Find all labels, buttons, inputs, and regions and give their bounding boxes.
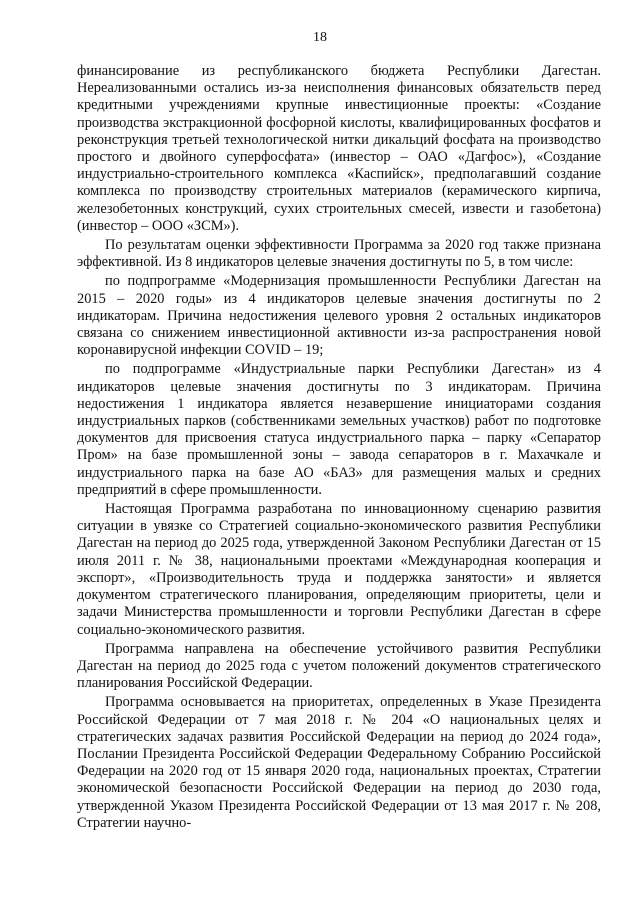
page-number: 18 xyxy=(313,30,327,45)
paragraph-program-priorities: Программа основывается на приоритетах, определенных в Указе Президента Российской Федерации от 7 мая 2018 г. № 204 «О национальных целях и стратегических задачах развития Российской Федерации на период до 2024 года», Послании Президента Российской Федерации Федеральному Собранию Российской Федерации на 2020 год от 15 января 2020 года, национальных проектах, Стратегии экономической безопасности Российской Федерации на период до 2030 года, утвержденной Указом Президента Российской Федерации от 13 мая 2017 г. № 208, Стратегии научно- xyxy=(77,694,601,831)
paragraph-subprogram-industrial-parks: по подпрограмме «Индустриальные парки Республики Дагестан» из 4 индикаторов целевые значения достигнуты по 3 индикаторам. Причина недостижения 1 индикатора является незавершение инициаторами создания индустриальных парков (собственниками земельных участков) работ по подготовке документов для присвоения статуса индустриального парка – парку «Сепаратор Пром» на базе промышленной зоны – завода сепараторов в г. Махачкале и индустриального парка на базе АО «БАЗ» для размещения малых и средних предприятий в сфере промышленности. xyxy=(77,361,601,498)
paragraph-program-purpose: Программа направлена на обеспечение устойчивого развития Республики Дагестан на период до 2025 года с учетом положений документов стратегического планирования Российской Федерации. xyxy=(77,640,601,692)
paragraph-efficiency-2020: По результатам оценки эффективности Программа за 2020 год также признана эффективной. Из 8 индикаторов целевые значения достигнуты по 5, в том числе: xyxy=(77,237,601,271)
paragraph-continuation: финансирование из республиканского бюджета Республики Дагестан. Нереализованными остались из-за неисполнения финансовых обязательств перед кредитными учреждениями крупные инвестиционные проекты: «Создание производства экстракционной фосфорной кислоты, квалифицированных фосфатов и реконструкция третьей технологической нитки дикальций фосфата на производство простого и двойного суперфосфата» (инвестор – ОАО «Дагфос»), «Создание индустриально-строительного комплекса «Каспийск», предполагавший создание комплекса по производству строительных материалов (керамического кирпича, железобетонных конструкций, сухих строительных смесей, извести и газобетона) (инвестор – ООО «ЗСМ»). xyxy=(77,63,601,234)
paragraph-subprogram-modernization: по подпрограмме «Модернизация промышленности Республики Дагестан на 2015 – 2020 годы» из 4 индикаторов целевые значения достигнуты по 2 индикаторам. Причина недостижения целевого уровня 2 остальных индикаторов связана со снижением инвестиционной активности из-за распространения новой коронавирусной инфекции COVID – 19; xyxy=(77,273,601,359)
paragraph-program-scenario: Настоящая Программа разработана по инновационному сценарию развития ситуации в увязке со Стратегией социально-экономического развития Республики Дагестан на период до 2025 года, утвержденной Законом Республики Дагестан от 15 июля 2011 г. № 38, национальными проектами «Международная кооперация и экспорт», «Производительность труда и поддержка занятости» и является документом стратегического планирования, определяющим приоритеты, цели и задачи Министерства промышленности и торговли Республики Дагестан в сфере социально-экономического развития. xyxy=(77,501,601,638)
document-body xyxy=(77,63,601,834)
